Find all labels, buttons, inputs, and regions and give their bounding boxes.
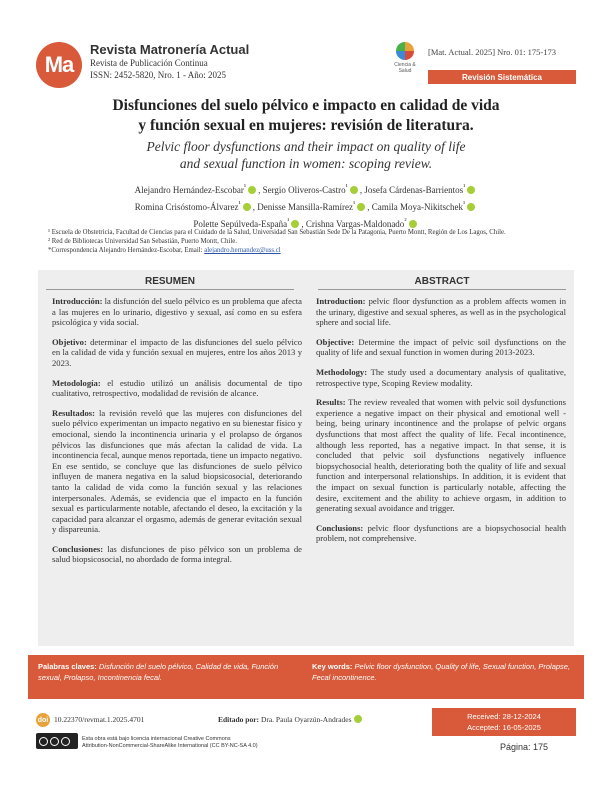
open-access-label: Ciencia & Salud (394, 62, 416, 74)
doi-icon: doi (36, 713, 50, 727)
title-english: Pelvic floor dysfunctions and their impact on quality of life and sexual function in women: scoping review. (146, 139, 466, 171)
orcid-icon[interactable] (354, 715, 362, 723)
orcid-icon[interactable] (467, 186, 475, 194)
abstract-intro: Introduction: pelvic floor dysfunction as a problem affects women in the urinary, digestive and sexual spheres, as well as in the psychological sphere and social life. (316, 296, 566, 328)
cc-icon (39, 737, 48, 746)
keywords-english: Key words: Pelvic floor dysfunction, Quality of life, Sexual function, Prolapse, Fecal incontinence. (312, 662, 571, 682)
abstract-conclusions: Conclusions: pelvic floor dysfunctions are a biopsychosocial health problem, not comprehensive. (316, 522, 566, 544)
title-spanish: Disfunciones del suelo pélvico e impacto en calidad de vida y función sexual en mujeres: revisión de literatura. (112, 97, 500, 134)
journal-title: Revista Matronería Actual (90, 42, 250, 57)
doi-link[interactable]: 10.22370/revmat.1.2025.4701 (54, 715, 145, 724)
page-number: Página: 175 (500, 742, 549, 752)
received-date: Received: 28-12-2024 (467, 712, 541, 721)
resumen-conclusiones: Conclusiones: las disfunciones de piso pélvico son un problema de salud biopsicosocial, no abordado de forma integral. (52, 543, 302, 565)
by-icon (50, 737, 59, 746)
nc-icon (61, 737, 70, 746)
open-access-logo-icon (396, 42, 414, 60)
abstract-column (316, 296, 566, 553)
abstract-objective: Objective: Determine the impact of pelvic soil dysfunctions on the quality of life and sexual function in women during 2013-2023. (316, 336, 566, 358)
orcid-icon[interactable] (243, 203, 251, 211)
correspondence: *Correspondencia Alejandro Hernández-Escobar, Email: alejandro.hernandez@uss.cl (48, 247, 281, 255)
logo-text: Ma (44, 52, 74, 77)
author-list: Alejandro Hernández-Escobar$^{^1}$ , Sergio Oliveros-Castro$^{^1}$ , Josefa Cárdenas-Barrientos$^{^1}$ Romina Crisóstomo-Álvarez$^{^1}$ , Denisse Mansilla-Ramírez$^{^1}$ , Camila Moya-Nikitschek$^{^1}$ Polette Sepúlveda-España$^{^1}$ , Crishna Vargas-Maldonado$^{^2}$ (40, 180, 572, 231)
resumen-resultados: Resultados: la revisión reveló que las mujeres con disfunciones del suelo pélvico experimentan un impacto negativo en su bienestar físico y emocional, siendo la incontinencia urinaria y el prolapso de órganos pélvicos las disfunciones que más afectan la calidad de vida. La incontinencia fecal, aunque menos reportada, tiene un impacto negativo. En ese sentido, se concluye que las disfunciones de suelo pélvico influyen de manera negativa en la salud biopsicosocial, deteriorando tanto la calidad de vida como la función sexual y las relaciones interpersonales. Además, se evidencia que el impacto en la función sexual es particularmente notable, afectando el deseo, la excitación y la capacidad para alcanzar el orgasmo, además de generar evitación sexual y dispareunia. (52, 407, 302, 535)
accepted-date: Accepted: 16-05-2025 (467, 723, 541, 732)
affiliation-1: ¹ Escuela de Obstetricia, Facultad de Ciencias para el Cuidado de la Salud, Universidad San Sebastián Sede De la Patagonia, Puerto Montt, Región de Los Lagos, Chile. (48, 229, 506, 236)
author: Camila Moya-Nikitschek (371, 202, 463, 212)
journal-issn: ISSN: 2452-5820, Nro. 1 - Año: 2025 (90, 70, 227, 80)
orcid-icon[interactable] (467, 203, 475, 211)
section-badge: Revisión Sistemática (428, 70, 576, 84)
cc-license-icon[interactable] (36, 733, 78, 749)
email-link[interactable]: alejandro.hernandez@uss.cl (204, 247, 281, 255)
author: Polette Sepúlveda-España (193, 219, 288, 229)
resumen-intro: Introducción: la disfunción del suelo pélvico es un problema que afecta a las mujeres en lo urinario, digestivo y sexual, así como en su esfera psicológica y vida social. (52, 296, 302, 328)
keywords-spanish: Palabras claves: Disfunción del suelo pélvico, Calidad de vida, Función sexual, Prolapso, Incontinencia fecal. (38, 662, 279, 682)
license-text: Esta obra está bajo licencia internacional Creative Commons Attribution-NonCommercial-ShareAlike International (CC BY-NC-SA 4.0) (82, 736, 258, 749)
orcid-icon[interactable] (291, 220, 299, 228)
orcid-icon[interactable] (350, 186, 358, 194)
abstract-heading: ABSTRACT (414, 276, 470, 287)
journal-logo (36, 42, 82, 88)
author: Denisse Mansilla-Ramírez (257, 202, 353, 212)
affiliations (48, 228, 568, 256)
divider (318, 289, 566, 290)
author: Alejandro Hernández-Escobar (134, 185, 244, 195)
citation: [Mat. Actual. 2025] Nro. 01: 175-173 (428, 47, 556, 57)
author: Sergio Oliveros-Castro (262, 185, 346, 195)
resumen-heading: RESUMEN (144, 276, 195, 287)
affiliation-2: ² Red de Bibliotecas Universidad San Sebastián, Puerto Montt, Chile. (48, 238, 237, 246)
author: Josefa Cárdenas-Barrientos (364, 185, 464, 195)
author: Romina Crisóstomo-Álvarez (134, 202, 239, 212)
journal-subtitle: Revista de Publicación Continua (90, 58, 208, 68)
abstract-methodology: Methodology: The study used a documentary analysis of qualitative, retrospective type, Scoping Review modality. (316, 366, 566, 388)
edited-by: Editado por: Dra. Paula Oyarzún-Andrades (218, 715, 364, 724)
divider (46, 289, 294, 290)
orcid-icon[interactable] (409, 220, 417, 228)
author: Crishna Vargas-Maldonado (305, 219, 405, 229)
orcid-icon[interactable] (357, 203, 365, 211)
resumen-metodologia: Metodología: el estudio utilizó un análisis documental de tipo cualitativo, retrospectivo, modalidad de revisión de alcance. (52, 377, 302, 399)
resumen-objetivo: Objetivo: determinar el impacto de las disfunciones del suelo pélvico en la calidad de vida y función sexual en mujeres, entre los años 2013 y 2023. (52, 336, 302, 368)
dates-box (432, 708, 576, 736)
orcid-icon[interactable] (248, 186, 256, 194)
abstract-results: Results: The review revealed that women with pelvic soil dysfunctions experience a negative impact on their physical and emotional well -being, being urinary incontinence and the prolapse of pelvic organs dysfunctions that most affect the quality of life. Fecal incontinence, although less reported, has a negative impact. In that sense, it is concluded that pelvic soil dysfunctions negatively influence biopsychosocial health, deteriorating both the quality of life and sexual function and interpersonal relationships. In addition, it is evident that the impact on sexual function is particularly notable, affecting the desire, excitement and the ability to achieve orgasm, in addition to generating sexual avoidance and trigger. (316, 397, 566, 514)
resumen-column (52, 296, 302, 574)
